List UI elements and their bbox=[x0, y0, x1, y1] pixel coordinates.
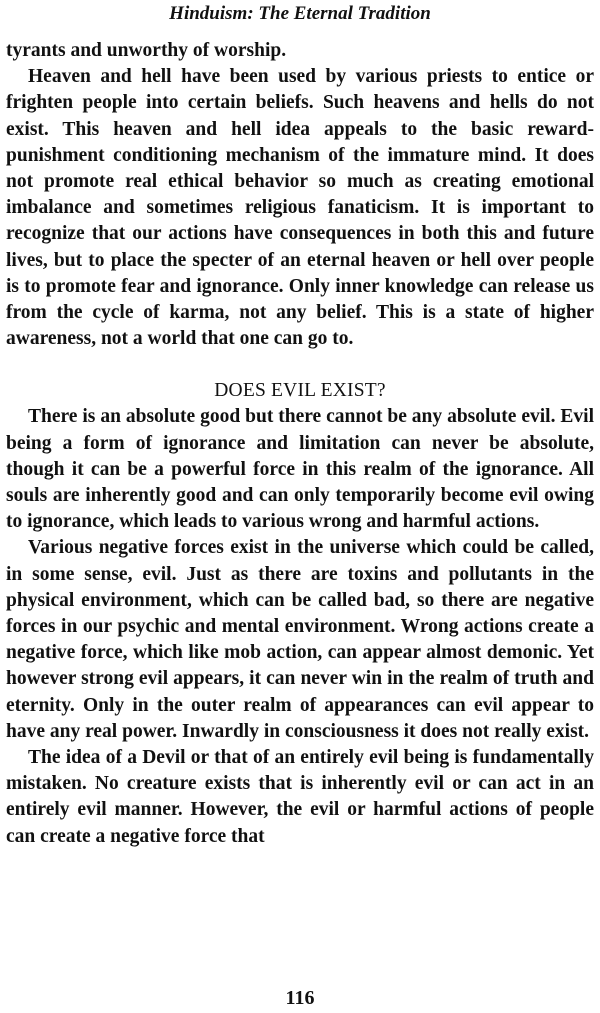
section-heading: DOES EVIL EXIST? bbox=[214, 380, 386, 402]
page-number: 116 bbox=[285, 987, 315, 1009]
paragraph-negative-forces: Various negative forces exist in the universe which could be called, in some sense, evil. Just as there are toxins and pollutants in the physical environment, which can be called bad, so there are negative forces in our psychic and mental environment. Wrong actions create a negative force, which like mob action, can appear almost demonic. Yet however strong evil appears, it can never win in the realm of truth and eternity. Only in the outer realm of appearances can evil appear to have any real power. Inwardly in consciousness it does not really exist. bbox=[6, 537, 594, 742]
running-head: Hinduism: The Eternal Tradition bbox=[169, 3, 431, 24]
body-text bbox=[6, 38, 594, 850]
paragraph-absolute-good: There is an absolute good but there cannot be any absolute evil. Evil being a form of ignorance and limitation can never be absolute, though it can be a powerful force in this realm of the ignorance. All souls are inherently good and can only temporarily become evil owing to ignorance, which leads to various wrong and harmful actions. bbox=[6, 406, 594, 533]
section-spacer bbox=[6, 352, 594, 378]
paragraph-heaven-hell: Heaven and hell have been used by various priests to entice or frighten people into certain beliefs. Such heavens and hells do not exist. This heaven and hell idea appeals to the basic reward-punishment conditioning mechanism of the immature mind. It does not promote real ethical behavior so much as creating emotional imbalance and sometimes religious fanaticism. It is important to recognize that our actions have consequences in both this and future lives, but to place the specter of an eternal heaven or hell over people is to promote fear and ignorance. Only inner knowledge can release us from the cycle of karma, not any belief. This is a state of higher awareness, not a world that one can go to. bbox=[6, 66, 594, 350]
paragraph-devil-idea: The idea of a Devil or that of an entirely evil being is fundamentally mistaken. No creature exists that is inherently evil or can act in an entirely evil manner. However, the evil or harmful actions of people can create a negative force that bbox=[6, 747, 594, 847]
paragraph-continuation: tyrants and unworthy of worship. bbox=[6, 40, 287, 61]
